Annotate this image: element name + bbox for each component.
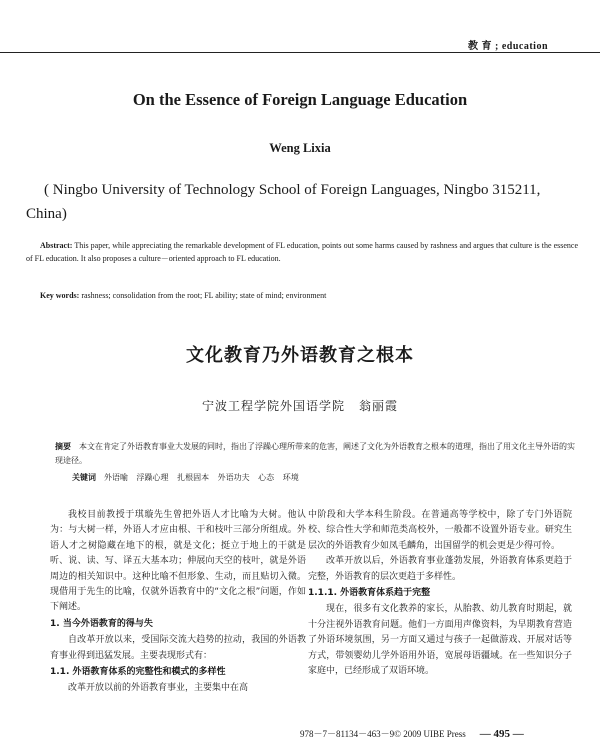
english-abstract <box>26 239 578 265</box>
section-heading-1-1-1: 1.1.1. 外语教育体系趋于完整 <box>308 588 431 599</box>
body-left-column <box>50 508 306 697</box>
chinese-author: 翁丽霞 <box>359 399 399 413</box>
running-head-text: 教 育 ; education <box>468 41 548 52</box>
section-1-1-paragraph: 改革开放以前的外语教育事业，主要集中在高 <box>68 683 249 694</box>
page-number: — 495 — <box>479 728 524 740</box>
chinese-keywords-label: 关键词 <box>72 473 96 482</box>
chinese-abstract <box>55 440 575 468</box>
section-1-1-1-paragraph: 现在，很多有文化教养的家长，从胎教、幼儿教育时期起，就十分注视外语教育问题。他们一方面用声像资料，为早期教育营造了外语环境氛围，另一方面又通过与孩子一起做游戏、开展对话等方式，带领婴幼儿学外语用外语，宽展母语疆域。在一些知识分子家庭中，已经形成了双语环境。 <box>308 604 572 677</box>
english-author: Weng Lixia <box>269 141 331 155</box>
english-keywords <box>40 290 580 302</box>
chinese-affiliation: 宁波工程学院外国语学院 <box>201 399 345 413</box>
chinese-title: 文化教育乃外语教育之根本 <box>186 345 414 366</box>
english-keywords-text: rashness; consolidation from the root; FL ability; state of mind; environment <box>81 291 327 300</box>
english-abstract-text: This paper, while appreciating the remarkable development of FL education, points out some harms caused by rashness and argues that culture is the essence of FL education. It also proposes a culture－oriented approach to FL education. <box>26 241 579 263</box>
section-heading-1-1: 1.1. 外语教育体系的完整性和模式的多样性 <box>50 667 226 678</box>
section-heading-1: 1. 当今外语教育的得与失 <box>50 618 153 629</box>
chinese-abstract-label: 摘要 <box>55 442 71 451</box>
running-header <box>0 0 600 53</box>
chinese-keywords-text: 外语喻 浮躁心理 扎根固本 外语功夫 心态 环境 <box>104 473 299 482</box>
chinese-abstract-text: 本文在肯定了外语教育事业大发展的同时，指出了浮躁心理所带来的危害，阐述了文化为外语教育之根本的道理，指出了用文化主导外语的实现途径。 <box>55 442 575 465</box>
english-abstract-label: Abstract: <box>40 241 73 250</box>
chinese-byline <box>0 397 600 414</box>
english-affiliation: ( Ningbo University of Technology School of Foreign Languages, Ningbo 315211, China) <box>26 182 541 222</box>
isbn-line: 978－7－81134－463－9© 2009 UIBE Press <box>300 729 466 739</box>
continued-paragraph: 中阶段和大学本科生阶段。在普通高等学校中，除了专门外语院校、综合性大学和师范类高校外，一般都不设置外语专业。研究生层次的外语教育少如凤毛麟角，出国留学的机会更是少得可怜。 <box>308 510 572 551</box>
english-title: On the Essence of Foreign Language Education <box>132 90 468 109</box>
page-footer <box>300 727 524 740</box>
english-keywords-label: Key words: <box>40 291 80 300</box>
body-right-column <box>308 508 572 679</box>
reform-paragraph: 改革开放以后，外语教育事业蓬勃发展，外语教育体系更趋于完整，外语教育的层次更趋于多样性。 <box>308 556 572 582</box>
chinese-keywords <box>72 472 572 484</box>
intro-paragraph: 我校目前教授于琪璇先生曾把外语人才比喻为大树。他认为：与大树一样，外语人才应由根、干和枝叶三部分所组成。外语人才之树隐藏在地下的根，就是文化；挺立于地上的干就是听、说、读、写、译五大基本功；伸展向天空的枝叶，就是外语周边的相关知识中。这种比喻不但形象、生动，而且贴切入微。现借用于先生的比喻，仅就外语教育中的“文化之根”问题，作如下阐述。 <box>50 510 306 613</box>
section-1-paragraph: 自改革开放以来，受国际交流大趋势的拉动，我国的外语教育事业得到迅猛发展。主要表现形式有： <box>50 635 306 661</box>
